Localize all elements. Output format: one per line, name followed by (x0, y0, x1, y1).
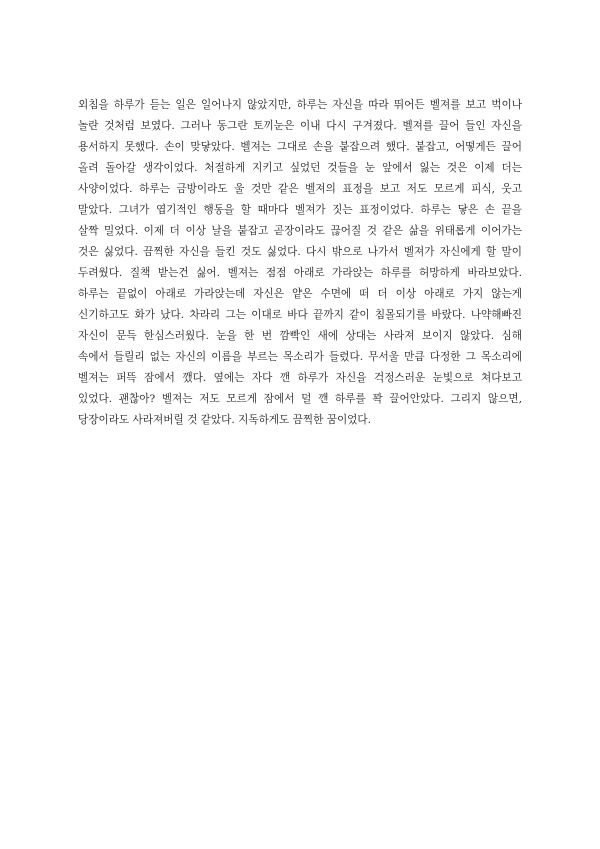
paragraph-line: 신기하고도 화가 났다. 차라리 그는 이대로 바다 끝까지 같이 침몰되기를 바랐다. 나약해빠진 (78, 309, 522, 321)
paragraph-line: 벨져는 퍼뜩 잠에서 깼다. 옆에는 자다 깬 하루가 자신을 걱정스러운 눈빛으로 쳐다보고 (78, 372, 522, 384)
paragraph-line: 속에서 들릴리 없는 자신의 이름을 부르는 목소리가 들렸다. 무서울 만큼 다정한 그 목소리에 (78, 351, 522, 363)
paragraph-line: 외침을 하루가 듣는 일은 일어나지 않았지만, 하루는 자신을 따라 뛰어든 벨져를 보고 벅이나 (78, 99, 522, 111)
paragraph-line: 당장이라도 사라져버릴 것 같았다. 지독하게도 끔찍한 꿈이었다. (78, 414, 372, 426)
paragraph-line: 자신이 문득 한심스러웠다. 눈을 한 번 깜빡인 새에 상대는 사라져 보이지 않았다. 심해 (78, 330, 522, 342)
paragraph-line: 것은 싫었다. 끔찍한 자신을 들킨 것도 싫었다. 다시 밖으로 나가서 벨져가 자신에게 할 말이 (78, 246, 522, 258)
body-paragraph (78, 95, 522, 431)
paragraph-line: 올려 돌아갈 생각이었다. 처절하게 지키고 싶었던 것들을 눈 앞에서 잃는 것은 이제 더는 (78, 162, 522, 174)
paragraph-line: 용서하지 못했다. 손이 맞닿았다. 벨져는 그대로 손을 붙잡으려 했다. 붙잡고, 어떻게든 끌어 (78, 141, 522, 153)
paragraph-line: 사양이었다. 하루는 금방이라도 울 것만 같은 벨져의 표정을 보고 저도 모르게 피식, 웃고 (78, 183, 522, 195)
paragraph-line: 말았다. 그녀가 엽기적인 행동을 할 때마다 벨져가 짓는 표정이었다. 하루는 닿은 손 끝을 (78, 204, 522, 216)
paragraph-line: 하루는 끝없이 아래로 가라앉는데 자신은 얕은 수면에 떠 더 이상 아래로 가지 않는게 (78, 288, 522, 300)
paragraph-line: 살짝 밀었다. 이제 더 이상 날을 붙잡고 곧장이라도 끊어질 것 같은 삶을 위태롭게 이어가는 (78, 225, 522, 237)
paragraph-line: 놀란 것처럼 보였다. 그러나 동그란 토끼눈은 이내 다시 구겨졌다. 벨져를 끌어 들인 자신을 (78, 120, 522, 132)
paragraph-line: 있었다. 괜찮아? 벨져는 저도 모르게 잠에서 덜 깬 하루를 꽉 끌어안았다. 그리지 않으면, (78, 393, 522, 405)
paragraph-line: 두려웠다. 질책 받는건 싫어. 벨져는 점점 아래로 가라앉는 하루를 허망하게 바라보았다. (78, 267, 522, 279)
